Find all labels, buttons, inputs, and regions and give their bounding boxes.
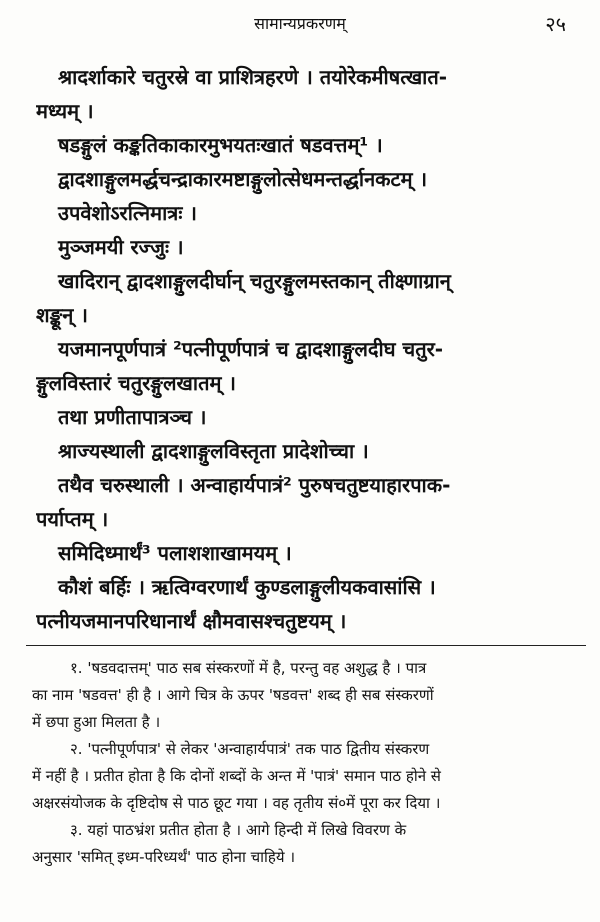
footnote-line: २. 'पत्नीपूर्णपात्र' से लेकर 'अन्वाहार्यपात्रं' तक पाठ द्वितीय संस्करण: [70, 740, 430, 758]
verse: [36, 264, 576, 332]
verse-line: तथा प्रणीतापात्रञ्च ।: [58, 405, 207, 429]
verse: [36, 468, 576, 536]
footnote-line: ३. यहां पाठभ्रंश प्रतीत होता है । आगे हिन्दी में लिखे विवरण के: [70, 821, 407, 839]
verse-line: खादिरान् द्वादशाङ्गुलदीर्घान् चतुरङ्गुलमस्तकान् तीक्ष्णाग्रान्: [58, 269, 451, 293]
verse-line: श्राज्यस्थाली द्वादशाङ्गुलविस्तृता प्रादेशोच्चा ।: [58, 439, 369, 463]
footnote-line: में छपा हुआ मिलता है ।: [32, 713, 161, 731]
verse-line: पर्याप्तम् ।: [36, 507, 109, 531]
verse-line: यजमानपूर्णपात्रं ²पत्नीपूर्णपात्रं च द्वादशाङ्गुलदीघ चतुर-: [58, 337, 444, 361]
footnote: [32, 655, 580, 736]
running-title: सामान्यप्रकरणम्: [254, 14, 346, 33]
verse: [36, 60, 576, 128]
verse-line: पत्नीयजमानपरिधानार्थं क्षौमवासश्चतुष्टयम् ।: [36, 609, 347, 633]
verse: [36, 536, 576, 570]
verse-line: उपवेशोऽरत्निमात्रः ।: [58, 201, 197, 225]
verse: [36, 400, 576, 434]
verse-line: ङ्गुलविस्तारं चतुरङ्गुलखातम् ।: [36, 371, 236, 395]
footnote-line: का नाम 'षडवत्त' ही है । आगे चित्र के ऊपर 'षडवत्त' शब्द ही सब संस्करणों: [32, 686, 434, 704]
verse-line: कौशं बर्हिः । ऋत्विग्वरणार्थं कुण्डलाङ्गुलीयकवासांसि ।: [58, 575, 436, 599]
footnote: [32, 736, 580, 817]
page-number: २५: [545, 12, 566, 36]
verse-line: मुञ्जमयी रज्जुः ।: [58, 235, 184, 259]
verse: [36, 162, 576, 196]
verse-line: मध्यम् ।: [36, 99, 94, 123]
verse: [36, 332, 576, 400]
footnotes: [32, 655, 580, 871]
verse: [36, 230, 576, 264]
verse-line: द्वादशाङ्गुलमर्द्धचन्द्राकारमष्टाङ्गुलोत्सेधमन्तर्द्धानकटम् ।: [58, 167, 428, 191]
page-header: [0, 12, 600, 40]
footnote-divider: [26, 645, 586, 646]
verse-line: शङ्कून् ।: [36, 303, 88, 327]
footnote: [32, 817, 580, 871]
verse: [36, 128, 576, 162]
verse-line: श्रादर्शाकारे चतुरस्रे वा प्राशित्रहरणे । तयोरेकमीषत्खात-: [58, 65, 448, 89]
sanskrit-text: [36, 60, 576, 638]
verse: [36, 434, 576, 468]
footnote-line: १. 'षडवदात्तम्' पाठ सब संस्करणों में है, परन्तु वह अशुद्ध है । पात्र: [70, 659, 427, 677]
footnote-line: अक्षरसंयोजक के दृष्टिदोष से पाठ छूट गया । वह तृतीय सं०में पूरा कर दिया ।: [32, 794, 441, 812]
verse-line: षडङ्गुलं कङ्कतिकाकारमुभयतःखातं षडवत्तम्¹ ।: [58, 133, 383, 157]
footnote-line: अनुसार 'समित् इध्म-परिध्यर्थं' पाठ होना चाहिये ।: [32, 848, 296, 866]
footnote-line: में नहीं है । प्रतीत होता है कि दोनों शब्दों के अन्त में 'पात्रं' समान पाठ होने से: [32, 767, 441, 785]
verse: [36, 196, 576, 230]
verse-line: समिदिध्मार्थं³ पलाशशाखामयम् ।: [58, 541, 292, 565]
verse-line: तथैव चरुस्थाली । अन्वाहार्यपात्रं² पुरुषचतुष्टयाहारपाक-: [58, 473, 451, 497]
verse: [36, 570, 576, 638]
